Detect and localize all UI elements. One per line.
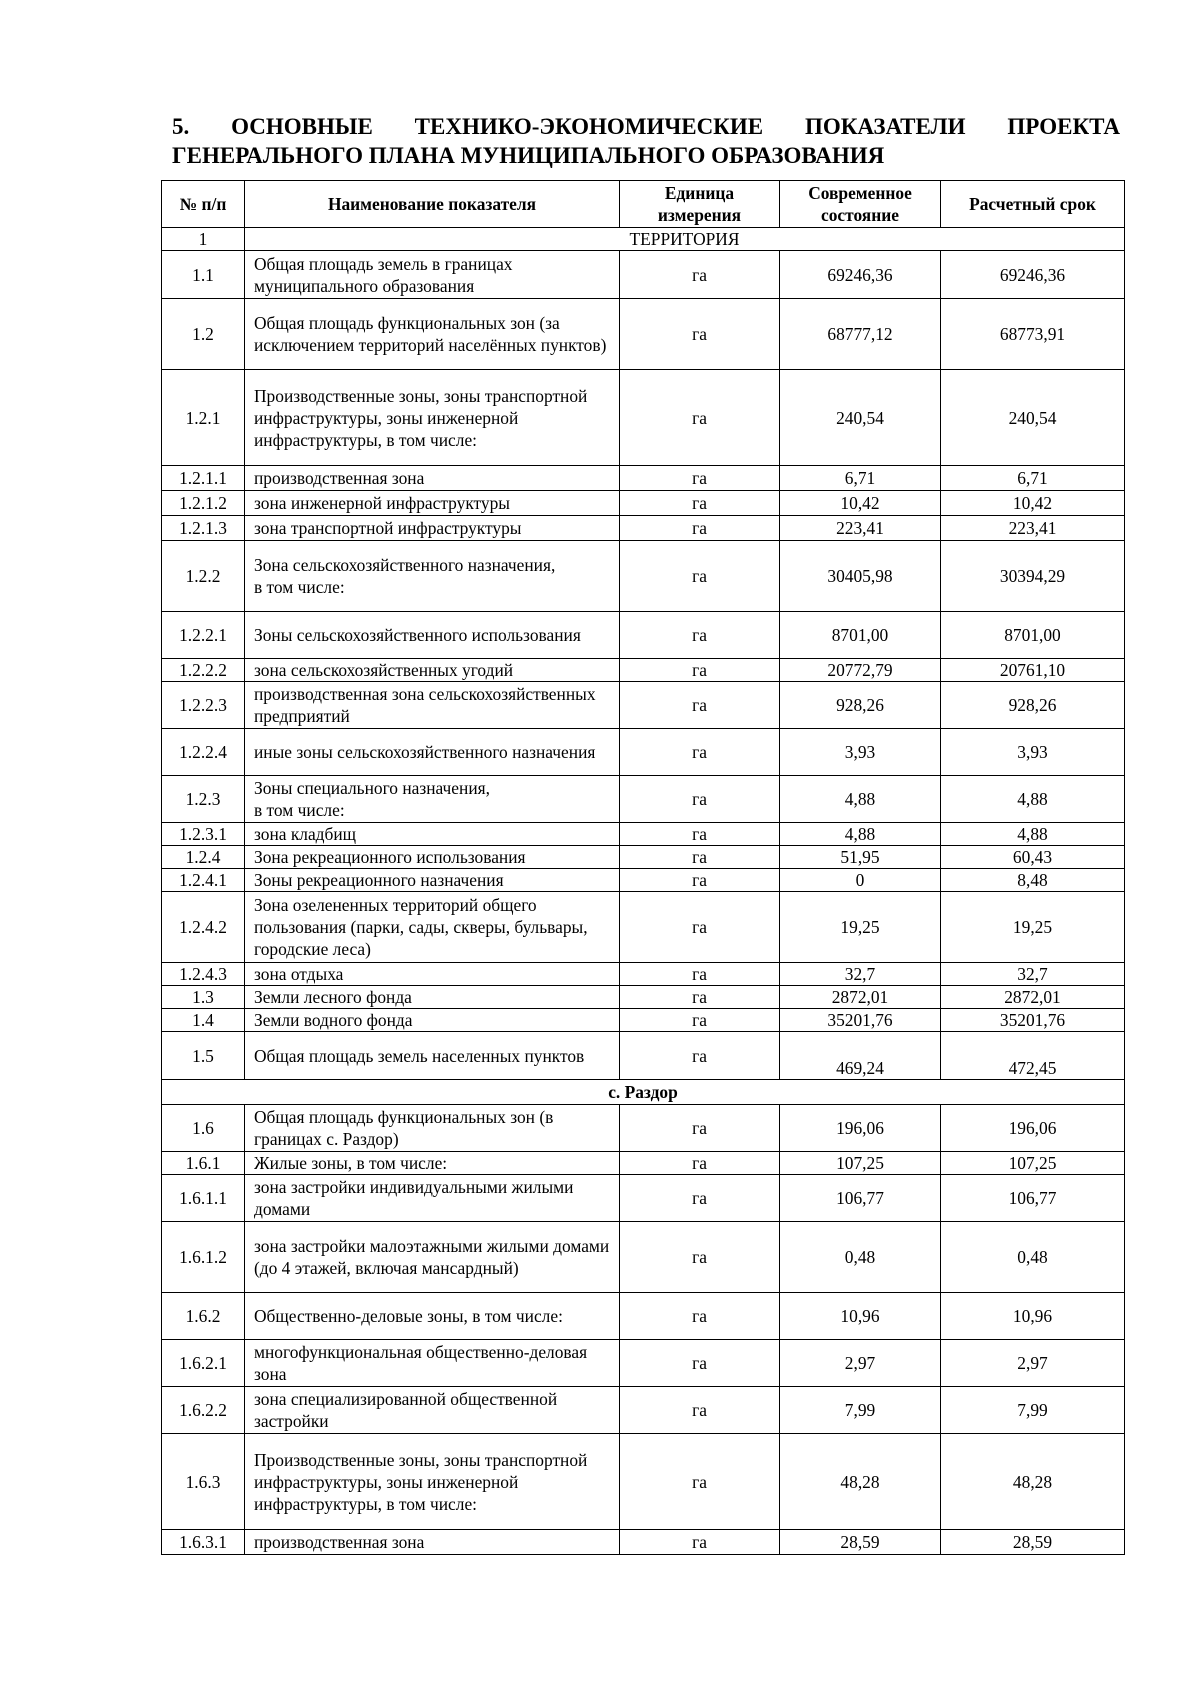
indicator-name: многофункциональная общественно-деловая зона xyxy=(245,1340,620,1387)
page-title-line-1 xyxy=(172,112,1120,141)
table-row xyxy=(162,869,1125,892)
table-row xyxy=(162,299,1125,370)
target-value: 7,99 xyxy=(941,1387,1125,1434)
unit-cell: га xyxy=(620,1009,780,1032)
row-number: 1.6.2.2 xyxy=(162,1387,245,1434)
unit-cell: га xyxy=(620,869,780,892)
unit-cell: га xyxy=(620,1387,780,1434)
current-value: 107,25 xyxy=(780,1152,941,1175)
title-word: ПРОЕКТА xyxy=(1007,114,1120,139)
row-number: 1.6.1 xyxy=(162,1152,245,1175)
row-number: 1.2.1.3 xyxy=(162,516,245,541)
target-value: 48,28 xyxy=(941,1434,1125,1530)
table-row xyxy=(162,541,1125,612)
unit-cell: га xyxy=(620,729,780,776)
indicator-name: Зоны специального назначения, в том числе: xyxy=(245,776,620,823)
target-value: 0,48 xyxy=(941,1222,1125,1293)
current-value: 7,99 xyxy=(780,1387,941,1434)
current-value: 4,88 xyxy=(780,823,941,846)
indicator-name: Зоны рекреационного назначения xyxy=(245,869,620,892)
unit-cell: га xyxy=(620,299,780,370)
unit-cell: га xyxy=(620,1293,780,1340)
indicator-name: Зона рекреационного использования xyxy=(245,846,620,869)
table-row xyxy=(162,228,1125,251)
unit-cell: га xyxy=(620,1530,780,1555)
indicator-name: иные зоны сельскохозяйственного назначения xyxy=(245,729,620,776)
current-value: 4,88 xyxy=(780,776,941,823)
unit-cell: га xyxy=(620,1032,780,1080)
row-number: 1.2 xyxy=(162,299,245,370)
indicator-name: Общая площадь функциональных зон (за исключением территорий населённых пунктов) xyxy=(245,299,620,370)
current-value: 28,59 xyxy=(780,1530,941,1555)
unit-cell: га xyxy=(620,1434,780,1530)
table-row xyxy=(162,251,1125,299)
table-row xyxy=(162,1080,1125,1105)
title-word: 5. xyxy=(172,114,190,139)
table-row xyxy=(162,491,1125,516)
header-current: Современное состояние xyxy=(780,181,941,228)
target-value: 2872,01 xyxy=(941,986,1125,1009)
indicator-name: Общественно-деловые зоны, в том числе: xyxy=(245,1293,620,1340)
target-value: 472,45 xyxy=(941,1032,1125,1080)
row-number: 1.2.4.1 xyxy=(162,869,245,892)
current-value: 10,42 xyxy=(780,491,941,516)
target-value: 8701,00 xyxy=(941,612,1125,659)
unit-cell: га xyxy=(620,1222,780,1293)
row-number: 1.6.3.1 xyxy=(162,1530,245,1555)
indicator-name: Земли водного фонда xyxy=(245,1009,620,1032)
target-value: 8,48 xyxy=(941,869,1125,892)
table-row xyxy=(162,1009,1125,1032)
table-row xyxy=(162,846,1125,869)
target-value: 69246,36 xyxy=(941,251,1125,299)
row-number: 1.6 xyxy=(162,1105,245,1152)
indicator-name: Зоны сельскохозяйственного использования xyxy=(245,612,620,659)
section-heading: ТЕРРИТОРИЯ xyxy=(245,228,1125,251)
unit-cell: га xyxy=(620,466,780,491)
indicator-name: зона кладбищ xyxy=(245,823,620,846)
unit-cell: га xyxy=(620,1175,780,1222)
current-value: 10,96 xyxy=(780,1293,941,1340)
table-row xyxy=(162,1530,1125,1555)
row-number: 1 xyxy=(162,228,245,251)
row-number: 1.2.3 xyxy=(162,776,245,823)
unit-cell: га xyxy=(620,370,780,466)
unit-cell: га xyxy=(620,682,780,729)
row-number: 1.6.2.1 xyxy=(162,1340,245,1387)
target-value: 10,42 xyxy=(941,491,1125,516)
unit-cell: га xyxy=(620,776,780,823)
row-number: 1.6.3 xyxy=(162,1434,245,1530)
target-value: 32,7 xyxy=(941,963,1125,986)
table-row xyxy=(162,1222,1125,1293)
row-number: 1.6.2 xyxy=(162,1293,245,1340)
table-row xyxy=(162,682,1125,729)
current-value: 2872,01 xyxy=(780,986,941,1009)
table-row xyxy=(162,729,1125,776)
current-value: 3,93 xyxy=(780,729,941,776)
row-number: 1.2.1.2 xyxy=(162,491,245,516)
indicator-name: Жилые зоны, в том числе: xyxy=(245,1152,620,1175)
row-number: 1.2.2.4 xyxy=(162,729,245,776)
unit-cell: га xyxy=(620,491,780,516)
target-value: 10,96 xyxy=(941,1293,1125,1340)
indicator-name: Земли лесного фонда xyxy=(245,986,620,1009)
table-row xyxy=(162,1105,1125,1152)
row-number: 1.3 xyxy=(162,986,245,1009)
unit-cell: га xyxy=(620,612,780,659)
page-title-line-2: ГЕНЕРАЛЬНОГО ПЛАНА МУНИЦИПАЛЬНОГО ОБРАЗОВАНИЯ xyxy=(172,143,885,168)
unit-cell: га xyxy=(620,659,780,682)
indicator-name: зона сельскохозяйственных угодий xyxy=(245,659,620,682)
row-number: 1.2.2.1 xyxy=(162,612,245,659)
target-value: 6,71 xyxy=(941,466,1125,491)
target-value: 106,77 xyxy=(941,1175,1125,1222)
section-heading: с. Раздор xyxy=(162,1080,1125,1105)
current-value: 19,25 xyxy=(780,892,941,963)
unit-cell: га xyxy=(620,1152,780,1175)
indicator-name: Общая площадь функциональных зон (в границах с. Раздор) xyxy=(245,1105,620,1152)
row-number: 1.1 xyxy=(162,251,245,299)
indicator-name: Производственные зоны, зоны транспортной инфраструктуры, зоны инженерной инфраструктуры, в том числе: xyxy=(245,1434,620,1530)
current-value: 35201,76 xyxy=(780,1009,941,1032)
table-row xyxy=(162,1152,1125,1175)
unit-cell: га xyxy=(620,541,780,612)
row-number: 1.2.1 xyxy=(162,370,245,466)
current-value: 196,06 xyxy=(780,1105,941,1152)
target-value: 20761,10 xyxy=(941,659,1125,682)
header-num: № п/п xyxy=(162,181,245,228)
unit-cell: га xyxy=(620,1105,780,1152)
row-number: 1.4 xyxy=(162,1009,245,1032)
unit-cell: га xyxy=(620,892,780,963)
indicator-name: зона застройки малоэтажными жилыми домами (до 4 этажей, включая мансардный) xyxy=(245,1222,620,1293)
current-value: 20772,79 xyxy=(780,659,941,682)
row-number: 1.2.4.2 xyxy=(162,892,245,963)
indicator-name: Зона сельскохозяйственного назначения, в том числе: xyxy=(245,541,620,612)
indicator-name: производственная зона сельскохозяйственных предприятий xyxy=(245,682,620,729)
current-value: 30405,98 xyxy=(780,541,941,612)
table-row xyxy=(162,892,1125,963)
target-value: 3,93 xyxy=(941,729,1125,776)
table-row xyxy=(162,776,1125,823)
indicator-name: производственная зона xyxy=(245,466,620,491)
target-value: 30394,29 xyxy=(941,541,1125,612)
current-value: 0 xyxy=(780,869,941,892)
unit-cell: га xyxy=(620,1340,780,1387)
row-number: 1.2.3.1 xyxy=(162,823,245,846)
indicator-name: зона инженерной инфраструктуры xyxy=(245,491,620,516)
table-row xyxy=(162,516,1125,541)
table-body xyxy=(162,228,1125,1555)
unit-cell: га xyxy=(620,823,780,846)
current-value: 928,26 xyxy=(780,682,941,729)
current-value: 0,48 xyxy=(780,1222,941,1293)
indicator-name: Общая площадь земель в границах муниципального образования xyxy=(245,251,620,299)
header-unit: Единица измерения xyxy=(620,181,780,228)
table-header-row xyxy=(162,181,1125,228)
table-row xyxy=(162,370,1125,466)
current-value: 32,7 xyxy=(780,963,941,986)
current-value: 106,77 xyxy=(780,1175,941,1222)
current-value: 6,71 xyxy=(780,466,941,491)
table-row xyxy=(162,823,1125,846)
current-value: 2,97 xyxy=(780,1340,941,1387)
current-value: 240,54 xyxy=(780,370,941,466)
target-value: 68773,91 xyxy=(941,299,1125,370)
current-value: 223,41 xyxy=(780,516,941,541)
title-word: ТЕХНИКО-ЭКОНОМИЧЕСКИЕ xyxy=(414,114,764,139)
unit-cell: га xyxy=(620,251,780,299)
table-row xyxy=(162,1434,1125,1530)
current-value: 68777,12 xyxy=(780,299,941,370)
table-row xyxy=(162,659,1125,682)
indicator-name: Производственные зоны, зоны транспортной инфраструктуры, зоны инженерной инфраструктуры, в том числе: xyxy=(245,370,620,466)
row-number: 1.2.2.3 xyxy=(162,682,245,729)
current-value: 469,24 xyxy=(780,1032,941,1080)
unit-cell: га xyxy=(620,963,780,986)
target-value: 60,43 xyxy=(941,846,1125,869)
current-value: 69246,36 xyxy=(780,251,941,299)
table-row xyxy=(162,963,1125,986)
row-number: 1.2.4.3 xyxy=(162,963,245,986)
current-value: 8701,00 xyxy=(780,612,941,659)
table-row xyxy=(162,1387,1125,1434)
row-number: 1.2.2.2 xyxy=(162,659,245,682)
target-value: 4,88 xyxy=(941,823,1125,846)
target-value: 240,54 xyxy=(941,370,1125,466)
target-value: 35201,76 xyxy=(941,1009,1125,1032)
row-number: 1.2.4 xyxy=(162,846,245,869)
indicator-name: зона транспортной инфраструктуры xyxy=(245,516,620,541)
indicators-table xyxy=(161,180,1125,1555)
table-row xyxy=(162,1293,1125,1340)
indicator-name: зона отдыха xyxy=(245,963,620,986)
table-row xyxy=(162,1032,1125,1080)
row-number: 1.6.1.1 xyxy=(162,1175,245,1222)
target-value: 2,97 xyxy=(941,1340,1125,1387)
indicator-name: зона специализированной общественной застройки xyxy=(245,1387,620,1434)
target-value: 19,25 xyxy=(941,892,1125,963)
target-value: 107,25 xyxy=(941,1152,1125,1175)
indicator-name: зона застройки индивидуальными жилыми домами xyxy=(245,1175,620,1222)
header-name: Наименование показателя xyxy=(245,181,620,228)
target-value: 196,06 xyxy=(941,1105,1125,1152)
indicator-name: производственная зона xyxy=(245,1530,620,1555)
unit-cell: га xyxy=(620,516,780,541)
current-value: 51,95 xyxy=(780,846,941,869)
table-row xyxy=(162,612,1125,659)
table-row xyxy=(162,466,1125,491)
table-row xyxy=(162,986,1125,1009)
indicator-name: Зона озелененных территорий общего пользования (парки, сады, скверы, бульвары, городские леса) xyxy=(245,892,620,963)
target-value: 928,26 xyxy=(941,682,1125,729)
indicator-name: Общая площадь земель населенных пунктов xyxy=(245,1032,620,1080)
unit-cell: га xyxy=(620,986,780,1009)
target-value: 4,88 xyxy=(941,776,1125,823)
unit-cell: га xyxy=(620,846,780,869)
target-value: 223,41 xyxy=(941,516,1125,541)
row-number: 1.2.2 xyxy=(162,541,245,612)
row-number: 1.6.1.2 xyxy=(162,1222,245,1293)
table-row xyxy=(162,1340,1125,1387)
target-value: 28,59 xyxy=(941,1530,1125,1555)
row-number: 1.5 xyxy=(162,1032,245,1080)
header-target: Расчетный срок xyxy=(941,181,1125,228)
table-row xyxy=(162,1175,1125,1222)
current-value: 48,28 xyxy=(780,1434,941,1530)
page-title xyxy=(172,112,1120,170)
title-word: ПОКАЗАТЕЛИ xyxy=(804,114,966,139)
row-number: 1.2.1.1 xyxy=(162,466,245,491)
title-word: ОСНОВНЫЕ xyxy=(231,114,373,139)
